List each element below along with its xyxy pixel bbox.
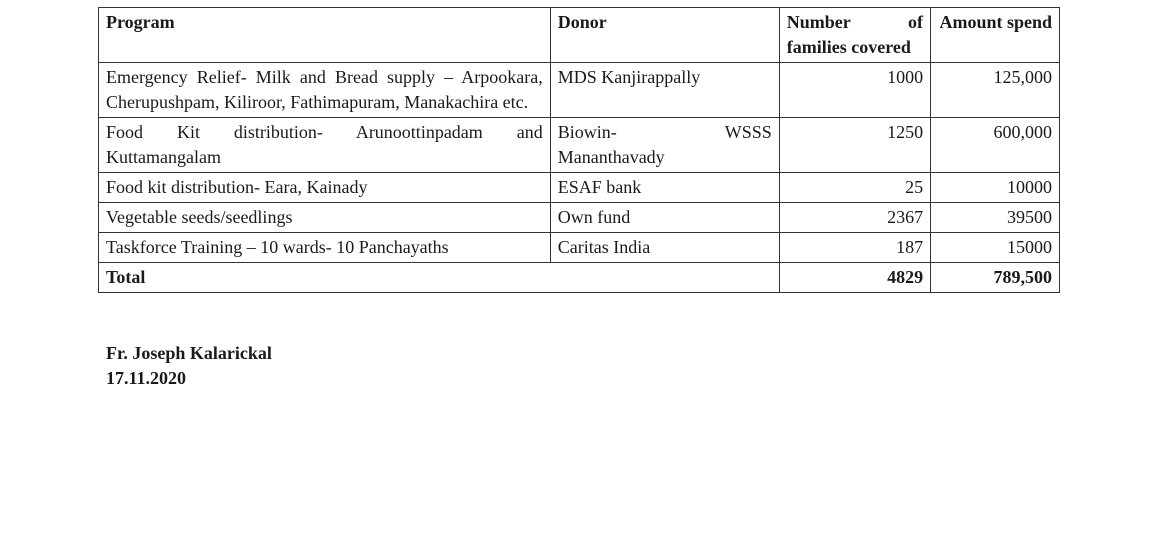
row-program: Food kit distribution- Eara, Kainady bbox=[99, 173, 551, 203]
total-label: Total bbox=[99, 263, 780, 293]
table-row bbox=[99, 233, 1060, 263]
row-program: Vegetable seeds/seedlings bbox=[99, 203, 551, 233]
row-families: 25 bbox=[779, 173, 930, 203]
signatory-name: Fr. Joseph Kalarickal bbox=[106, 343, 272, 363]
row-families: 1000 bbox=[779, 63, 930, 118]
row-program: Taskforce Training – 10 wards- 10 Panchayaths bbox=[99, 233, 551, 263]
row-donor: ESAF bank bbox=[550, 173, 779, 203]
row-families: 187 bbox=[779, 233, 930, 263]
total-row bbox=[99, 263, 1060, 293]
row-program: Food Kit distribution- Arunoottinpadam and Kuttamangalam bbox=[99, 118, 551, 173]
table-row bbox=[99, 173, 1060, 203]
row-donor: MDS Kanjirappally bbox=[550, 63, 779, 118]
row-program: Emergency Relief- Milk and Bread supply – Arpookara, Cherupushpam, Kiliroor, Fathimapuram, Manakachira etc. bbox=[99, 63, 551, 118]
row-amount: 125,000 bbox=[931, 63, 1060, 118]
header-amount: Amount spend bbox=[931, 8, 1060, 63]
row-families: 1250 bbox=[779, 118, 930, 173]
relief-programs-table bbox=[98, 7, 1060, 293]
row-amount: 10000 bbox=[931, 173, 1060, 203]
signature-block bbox=[106, 341, 272, 391]
signature-date: 17.11.2020 bbox=[106, 368, 187, 388]
header-program: Program bbox=[99, 8, 551, 63]
row-donor: Biowin- WSSS Mananthavady bbox=[550, 118, 779, 173]
row-amount: 15000 bbox=[931, 233, 1060, 263]
row-amount: 600,000 bbox=[931, 118, 1060, 173]
total-families: 4829 bbox=[779, 263, 930, 293]
table-header-row bbox=[99, 8, 1060, 63]
row-amount: 39500 bbox=[931, 203, 1060, 233]
total-amount: 789,500 bbox=[931, 263, 1060, 293]
table-row bbox=[99, 118, 1060, 173]
row-families: 2367 bbox=[779, 203, 930, 233]
table-row bbox=[99, 203, 1060, 233]
table-row bbox=[99, 63, 1060, 118]
row-donor: Caritas India bbox=[550, 233, 779, 263]
header-families: Number of families covered bbox=[779, 8, 930, 63]
header-donor: Donor bbox=[550, 8, 779, 63]
row-donor: Own fund bbox=[550, 203, 779, 233]
